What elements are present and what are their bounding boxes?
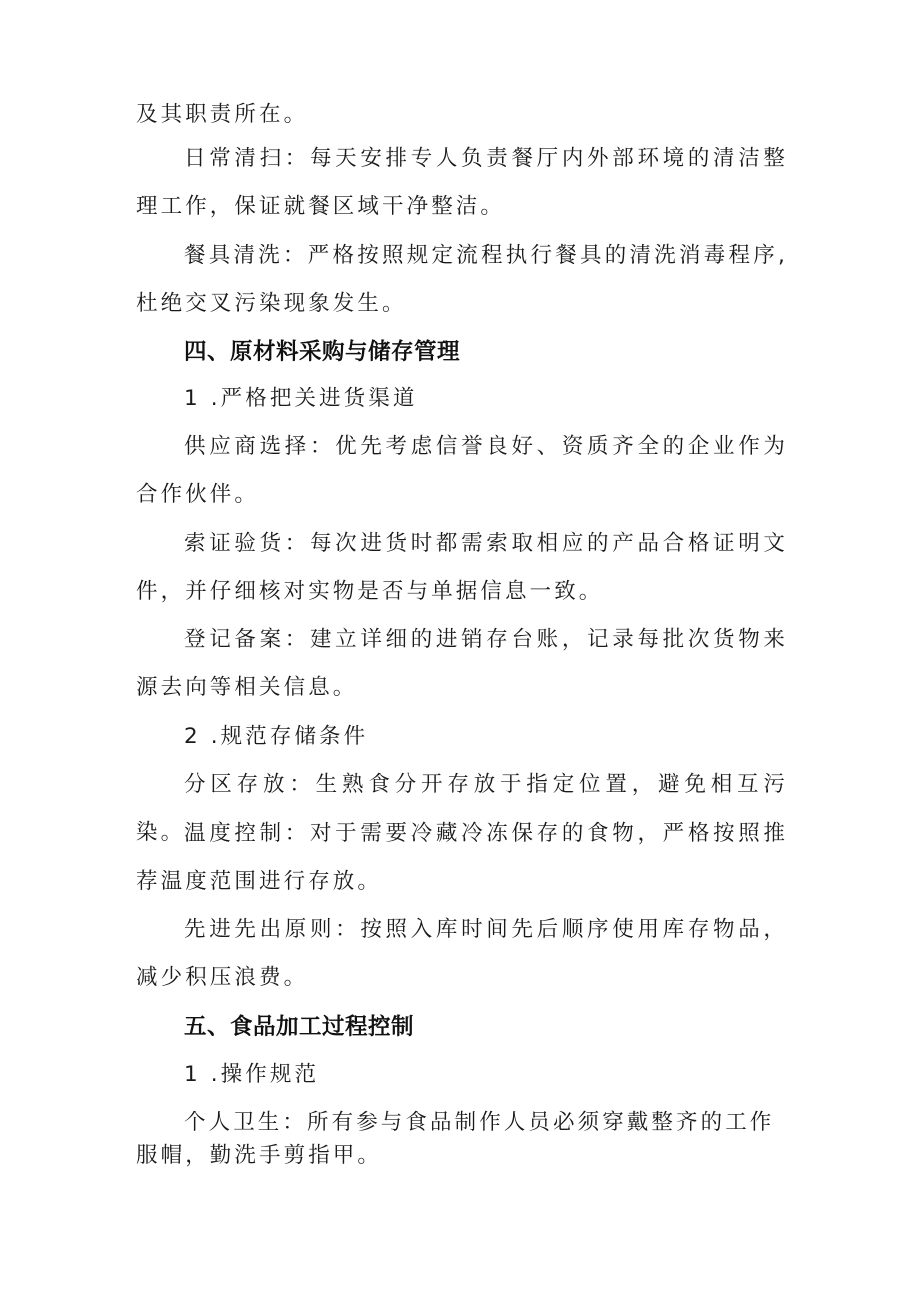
paragraph-personal-hygiene-line2: 服帽，勤洗手剪指甲。 xyxy=(136,1143,383,1168)
paragraph-zoned-storage: 分区存放：生熟食分开存放于指定位置，避免相互污染。 xyxy=(136,772,788,845)
paragraph-registration: 登记备案：建立详细的进销存台账，记录每批次货物来源去向等相关信息。 xyxy=(136,627,788,700)
paragraph-supplier-selection: 供应商选择：优先考虑信誉良好、资质齐全的企业作为合作伙伴。 xyxy=(136,434,788,507)
subheading-5-1: 1 .操作规范 xyxy=(184,1062,320,1087)
paragraph-temperature-control: 温度控制：对于需要冷藏冷冻保存的食物，严格按照推荐温度范围进行存放。 xyxy=(136,821,788,894)
section-heading-5: 五、食品加工过程控制 xyxy=(184,1014,415,1040)
paragraph-continuation: 及其职责所在。 xyxy=(136,102,309,127)
subheading-4-1: 1 .严格把关进货渠道 xyxy=(184,386,418,411)
section-heading-4: 四、原材料采购与储存管理 xyxy=(184,339,461,365)
paragraph-daily-cleaning: 日常清扫：每天安排专人负责餐厅内外部环境的清洁整理工作，保证就餐区域干净整洁。 xyxy=(136,146,788,219)
paragraph-fifo: 先进先出原则：按照入库时间先后顺序使用库存物品，减少积压浪费。 xyxy=(136,917,788,990)
subheading-4-2: 2 .规范存储条件 xyxy=(184,724,369,749)
paragraph-certificate-check: 索证验货：每次进货时都需索取相应的产品合格证明文件，并仔细核对实物是否与单据信息一致。 xyxy=(136,531,788,604)
paragraph-personal-hygiene-line1: 个人卫生：所有参与食品制作人员必须穿戴整齐的工作 xyxy=(184,1110,775,1135)
paragraph-utensil-washing: 餐具清洗：严格按照规定流程执行餐具的清洗消毒程序,杜绝交叉污染现象发生。 xyxy=(136,243,788,316)
